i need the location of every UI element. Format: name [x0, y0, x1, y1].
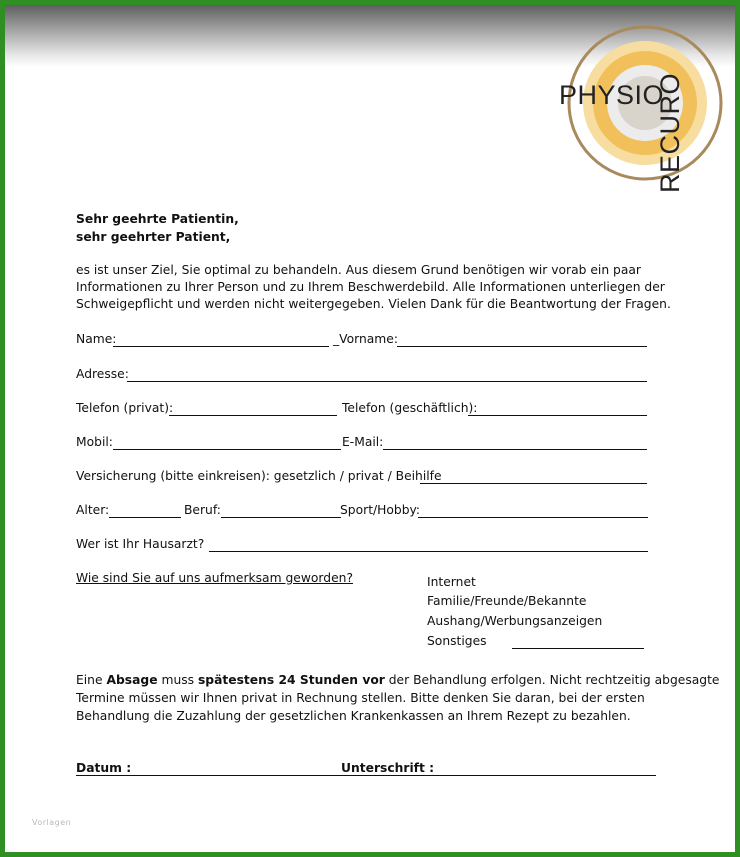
- email-input-line[interactable]: [383, 449, 647, 450]
- beruf-input-line[interactable]: [221, 517, 341, 518]
- alter-input-line[interactable]: [109, 517, 181, 518]
- notice-text-3: der Behandlung erfolgen. Nicht rechtzeitig abgesagte: [384, 673, 720, 687]
- unterschrift-label: Unterschrift :: [341, 761, 435, 775]
- hausarzt-input-line[interactable]: [209, 551, 648, 552]
- alter-label: Alter:: [76, 503, 110, 517]
- referral-option-aushang[interactable]: Aushang/Werbungsanzeigen: [427, 614, 603, 628]
- watermark-text: Vorlagen: [32, 818, 72, 827]
- notice-bold-absage: Absage: [106, 673, 158, 687]
- telefon-privat-label: Telefon (privat):: [76, 401, 174, 415]
- sport-label: Sport/Hobby:: [340, 503, 421, 517]
- vorname-input-line[interactable]: [397, 346, 647, 347]
- notice-bold-deadline: spätestens 24 Stunden vor: [197, 673, 385, 687]
- notice-text-1: Eine: [76, 673, 107, 687]
- mobil-label: Mobil:: [76, 435, 113, 449]
- name-label: Name:: [76, 332, 117, 346]
- intro-line-1: es ist unser Ziel, Sie optimal zu behandeln. Aus diesem Grund benötigen wir vorab ein paar: [76, 263, 641, 277]
- telefon-geschaeftlich-input-line[interactable]: [468, 415, 647, 416]
- datum-label: Datum :: [76, 761, 132, 775]
- referral-option-familie[interactable]: Familie/Freunde/Bekannte: [427, 594, 587, 608]
- intro-line-3: Schweigepflicht und werden nicht weitergegeben. Vielen Dank für die Beantwortung der Fragen.: [76, 297, 671, 311]
- versicherung-label[interactable]: Versicherung (bitte einkreisen): gesetzlich / privat / Beihilfe: [76, 469, 442, 483]
- greeting-line-2: sehr geehrter Patient,: [76, 230, 231, 244]
- sonstiges-input-line[interactable]: [512, 648, 644, 649]
- versicherung-input-line[interactable]: [420, 483, 647, 484]
- intro-line-2: Informationen zu Ihrer Person und zu Ihrem Beschwerdebild. Alle Informationen unterliegen der: [76, 280, 665, 294]
- form-page: [5, 5, 735, 852]
- email-label: E-Mail:: [342, 435, 384, 449]
- mobil-input-line[interactable]: [113, 449, 341, 450]
- logo-word-recuro: RECURO: [655, 72, 685, 193]
- referral-option-internet[interactable]: Internet: [427, 575, 476, 589]
- name-input-line[interactable]: [113, 346, 329, 347]
- referral-option-sonstiges[interactable]: Sonstiges: [427, 634, 487, 648]
- sport-input-line[interactable]: [418, 517, 648, 518]
- signature-input-line[interactable]: [76, 775, 656, 776]
- telefon-geschaeftlich-label: Telefon (geschäftlich):: [342, 401, 478, 415]
- referral-question: Wie sind Sie auf uns aufmerksam geworden?: [76, 571, 353, 585]
- notice-line-3: Behandlung die Zuzahlung der gesetzlichen Krankenkassen an Ihrem Rezept zu bezahlen.: [76, 709, 631, 723]
- notice-line-1: [76, 672, 719, 689]
- hausarzt-label: Wer ist Ihr Hausarzt?: [76, 537, 205, 551]
- beruf-label: Beruf:: [184, 503, 221, 517]
- logo-word-physio: PHYSIO: [559, 80, 665, 110]
- telefon-privat-input-line[interactable]: [169, 415, 337, 416]
- adresse-input-line[interactable]: [127, 381, 647, 382]
- vorname-label: _Vorname:: [333, 332, 398, 346]
- adresse-label: Adresse:: [76, 367, 129, 381]
- notice-text-2: muss: [157, 673, 198, 687]
- notice-line-2: Termine müssen wir Ihnen privat in Rechnung stellen. Bitte denken Sie daran, bei der ersten: [76, 691, 645, 705]
- greeting-line-1: Sehr geehrte Patientin,: [76, 212, 239, 226]
